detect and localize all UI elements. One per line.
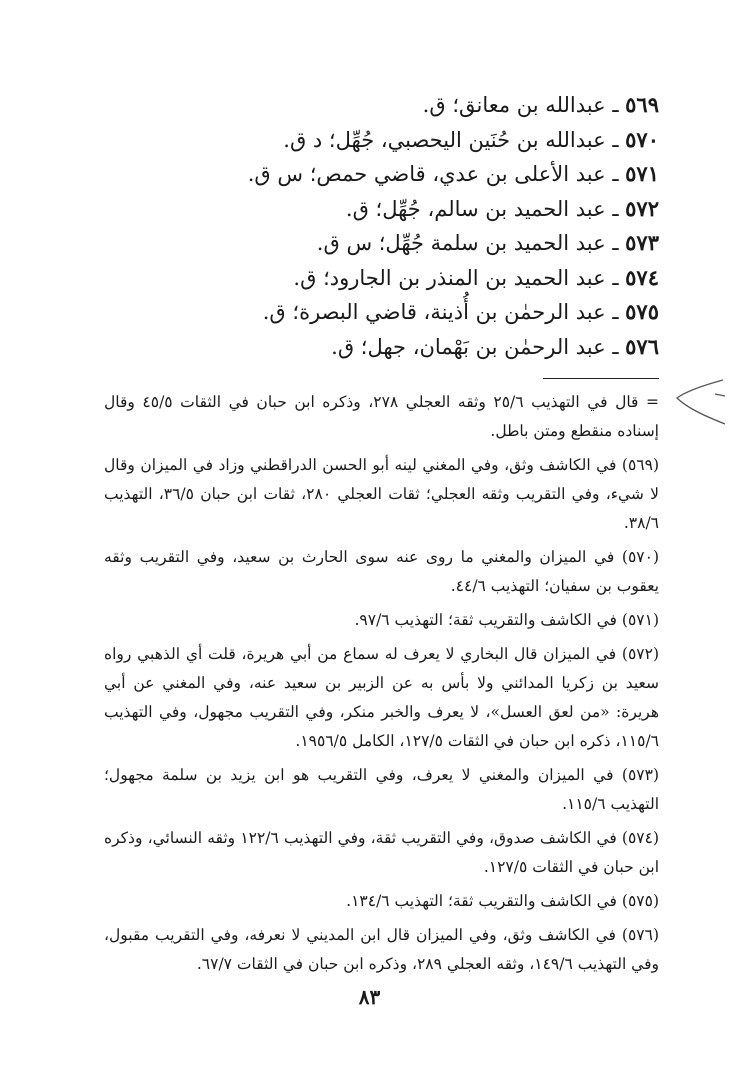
footnote-marker: (٥٧٦) <box>615 926 659 944</box>
entry-text: ـ عبدالله بن معانق؛ ق. <box>422 93 626 117</box>
entry-575 <box>99 295 659 330</box>
entry-text: ـ عبد الحميد بن سلمة جُهِّل؛ س ق. <box>316 231 626 255</box>
entries-list <box>99 88 659 364</box>
footnote-574 <box>104 824 659 882</box>
entry-576 <box>99 330 659 365</box>
entry-text: ـ عبد الرحمٰن بن أُذينة، قاضي البصرة؛ ق. <box>262 300 626 324</box>
footnote-573 <box>104 761 659 819</box>
footnote-marker: (٥٧١) <box>616 611 659 629</box>
entry-number: ٥٧٢ <box>625 195 659 221</box>
entry-number: ٥٧٠ <box>625 126 659 152</box>
entry-text: ـ عبد الرحمٰن بن بَهْمان، جهل؛ ق. <box>331 334 626 359</box>
footnote-text: في الكاشف والتقريب ثقة؛ التهذيب ١٣٤/٦. <box>346 892 617 910</box>
footnote-572 <box>104 640 659 756</box>
entry-569 <box>99 88 659 123</box>
margin-bracket-mark <box>671 372 731 432</box>
entry-text: ـ عبد الأعلى بن عدي، قاضي حمص؛ س ق. <box>247 162 626 186</box>
footnote-marker: (٥٧٥) <box>616 892 659 910</box>
footnote-text: قال في التهذيب ٢٥/٦ وثقه العجلي ٢٧٨، وذكره ابن حبان في الثقات ٤٥/٥ وقال إسناده منقطع ومتن باطل. <box>104 393 659 440</box>
footnote-text: في الكاشف وثق، وفي الميزان قال ابن المديني لا نعرفه، وفي التقريب مقبول، وفي التهذيب ١٤٩/٦، وثقه العجلي ٢٨٩، وذكره ابن حبان في الثقات ٦٧/٧. <box>104 926 659 973</box>
footnote-marker: = <box>638 393 659 411</box>
entry-text: ـ عبد الحميد بن المنذر بن الجارود؛ ق. <box>293 265 626 290</box>
footnote-570 <box>104 543 659 601</box>
entry-570 <box>99 123 659 158</box>
footnote-text: في الميزان قال البخاري لا يعرف له سماع من أبي هريرة، قلت أي الذهبي رواه سعيد بن زكريا المدائني ولا بأس به عن الزبير بن سعيد عنه، وفي المغني عن أبي هريرة: «من لعق العسل»، لا يعرف والخبر منكر، وفي التقريب مجهول، وفي التهذيب ١١٥/٦، ذكره ابن حبان في الثقات ١٢٧/٥، الكامل ١٩٥٦/٥. <box>104 645 659 750</box>
entry-number: ٥٧٥ <box>625 299 659 324</box>
footnote-text: في الكاشف صدوق، وفي التقريب ثقة، وفي التهذيب ١٢٢/٦ وثقه النسائي، وذكره ابن حبان في الثقات ١٢٧/٥. <box>104 829 659 876</box>
footnote-text: في الميزان والمغني لا يعرف، وفي التقريب هو ابن يزيد بن سلمة مجهول؛ التهذيب ١١٥/٦. <box>104 766 659 813</box>
entry-572 <box>99 192 659 227</box>
footnote-separator <box>543 378 659 379</box>
footnote-marker: (٥٧٣) <box>613 766 659 784</box>
entry-number: ٥٧١ <box>625 161 659 186</box>
entry-number: ٥٦٩ <box>625 92 659 117</box>
footnote-text: في الكاشف والتقريب ثقة؛ التهذيب ٩٧/٦. <box>354 611 617 629</box>
footnote-marker: (٥٧٤) <box>616 829 659 847</box>
footnote-text: في الميزان والمغني ما روى عنه سوى الحارث بن سعيد، وفي التقريب وثقه يعقوب بن سفيان؛ التهذيب ٤٤/٦. <box>104 548 659 595</box>
footnote-marker: (٥٧٢) <box>616 645 659 663</box>
footnote-text: في الكاشف وثق، وفي المغني لينه أبو الحسن الدراقطني وزاد في الميزان وقال لا شيء، وفي التقريب وثقه العجلي؛ ثقات العجلي ٢٨٠، ثقات ابن حبان ٣٦/٥، التهذيب ٣٨/٦. <box>104 456 659 532</box>
entry-text: ـ عبد الحميد بن سالم، جُهِّل؛ ق. <box>345 196 626 221</box>
entry-number: ٥٧٦ <box>625 333 659 359</box>
footnote-571 <box>104 606 659 635</box>
entry-571 <box>99 157 659 192</box>
page-number: ٨٣ <box>358 985 381 1009</box>
footnote-575 <box>104 887 659 916</box>
footnote-marker: (٥٦٩) <box>616 456 659 474</box>
entry-number: ٥٧٣ <box>625 230 659 255</box>
footnote-marker: (٥٧٠) <box>614 548 659 566</box>
footnote-576 <box>104 921 659 979</box>
entry-text: ـ عبدالله بن حُنَين اليحصبي، جُهِّل؛ د ق. <box>283 127 626 152</box>
entry-573 <box>99 226 659 261</box>
entry-574 <box>99 261 659 296</box>
footnote-569 <box>104 451 659 538</box>
footnotes <box>104 388 659 984</box>
footnote-continued <box>104 388 659 446</box>
entry-number: ٥٧٤ <box>625 264 659 290</box>
